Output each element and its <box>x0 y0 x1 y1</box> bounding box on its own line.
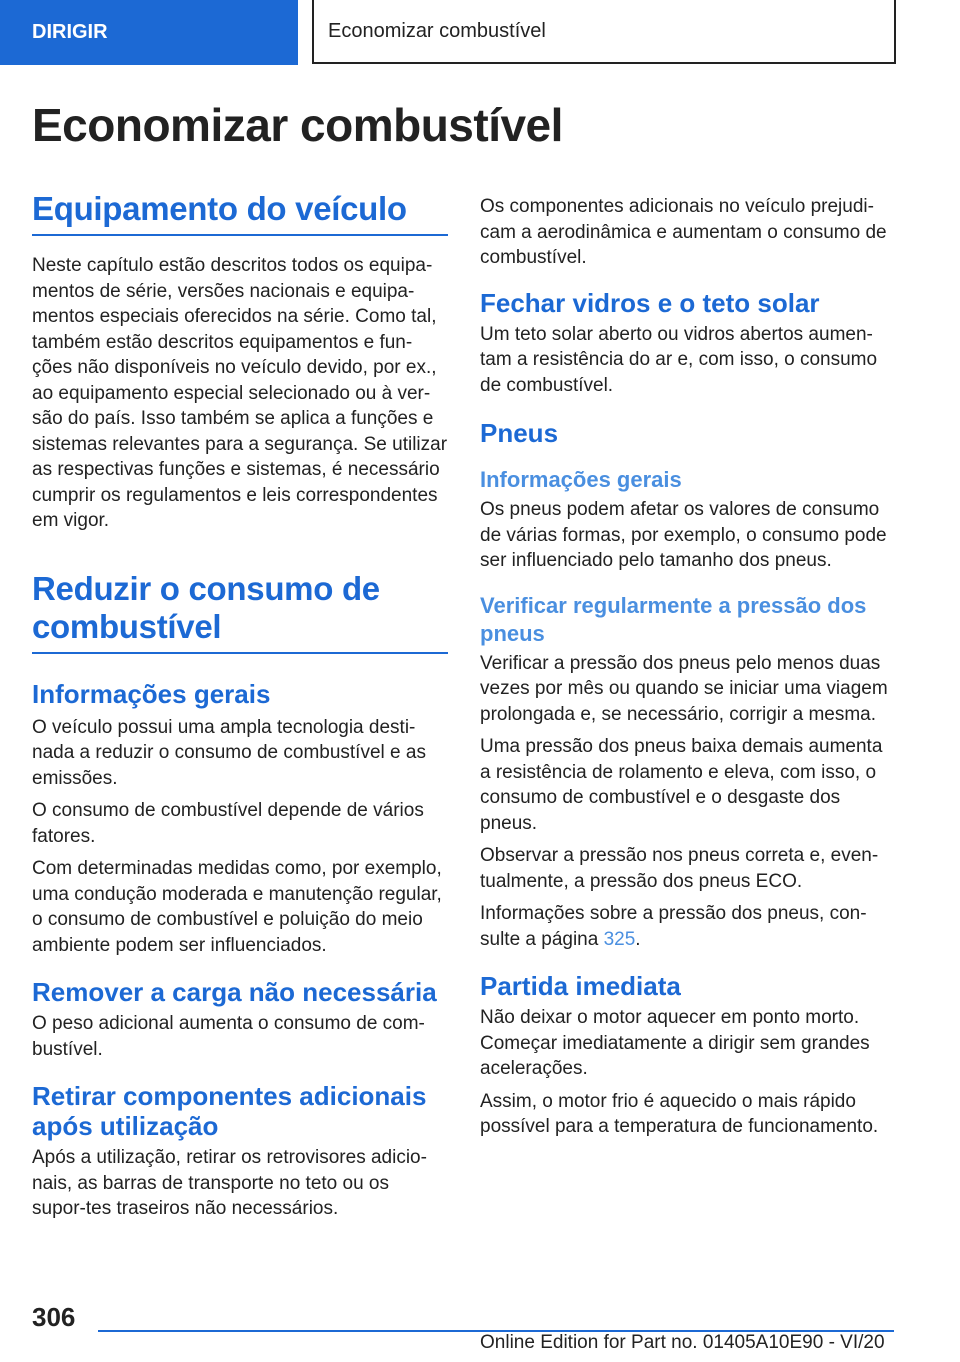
remove-load-text: O peso adicional aumenta o consumo de com-bustível. <box>32 1013 425 1060</box>
page-title: Economizar combustível <box>32 99 563 151</box>
right-column <box>480 194 896 1140</box>
check-pressure-paragraph-1: Verificar a pressão dos pneus pelo menos duas vezes por mês ou quando se iniciar uma viagem prolongada e, se necessário, corrigir a mesma. <box>480 652 888 725</box>
check-pressure-paragraph-3: Observar a pressão nos pneus correta e, even-tualmente, a pressão dos pneus ECO. <box>480 845 879 892</box>
components-intro-text: Os componentes adicionais no veículo prejudi-cam a aerodinâmica e aumentam o consumo de combustível. <box>480 196 887 268</box>
pressure-reference-period: . <box>635 928 641 950</box>
remove-components-text: Após a utilização, retirar os retrovisores adicio-nais, as barras de transporte no teto ou os supor-tes traseiros não necessários. <box>32 1147 427 1219</box>
page-number: 306 <box>32 1302 76 1332</box>
remove-components-heading: Retirar componentes adicionais após utilização <box>32 1081 427 1141</box>
section-label: DIRIGIR <box>32 21 108 43</box>
general-info-paragraph-3: Com determinadas medidas como, por exemplo, uma condução moderada e manutenção regular, o consumo de combustível e poluição do meio ambiente podem ser influenciados. <box>32 858 442 956</box>
chapter-label: Economizar combustível <box>328 19 546 42</box>
close-windows-heading: Fechar vidros e o teto solar <box>480 287 820 318</box>
pressure-reference-text: Informações sobre a pressão dos pneus, con-sulte a página <box>480 903 867 950</box>
immediate-start-paragraph-2: Assim, o motor frio é aquecido o mais rápido possível para a temperatura de funcionamento. <box>480 1090 879 1137</box>
immediate-start-paragraph-1: Não deixar o motor aquecer em ponto morto. Começar imediatamente a dirigir sem grandes acelerações. <box>480 1007 870 1079</box>
general-info-paragraph-1: O veículo possui uma ampla tecnologia desti-nada a reduzir o consumo de combustível e as emissões. <box>32 716 426 789</box>
tires-general-info-text: Os pneus podem afetar os valores de consumo de várias formas, por exemplo, o consumo pode ser influenciado pelo tamanho dos pneus. <box>480 499 887 571</box>
check-pressure-heading: Verificar regularmente a pressão dos pneus <box>480 592 867 646</box>
tires-general-info-heading: Informações gerais <box>480 467 682 492</box>
chapter-header <box>312 0 896 64</box>
check-pressure-paragraph-4 <box>480 901 896 952</box>
close-windows-text: Um teto solar aberto ou vidros abertos aumen-tam a resistência do ar e, com isso, o consumo de combustível. <box>480 323 878 396</box>
general-info-paragraph-2: O consumo de combustível depende de vários fatores. <box>32 800 424 847</box>
section-tab[interactable] <box>0 0 298 65</box>
check-pressure-paragraph-2: Uma pressão dos pneus baixa demais aumenta a resistência de rolamento e eleva, com isso, o consumo de combustível e o desgaste dos pneus. <box>480 736 883 834</box>
equipment-heading: Equipamento do veículo <box>32 190 448 236</box>
page-reference-link[interactable]: 325 <box>603 928 636 950</box>
general-info-heading: Informações gerais <box>32 678 271 709</box>
remove-load-heading: Remover a carga não necessária <box>32 977 437 1007</box>
edition-info: Online Edition for Part no. 01405A10E90 - VI/20 <box>480 1332 885 1353</box>
tires-heading: Pneus <box>480 418 559 448</box>
reduce-consumption-heading: Reduzir o consumo de combustível <box>32 570 448 654</box>
equipment-text: Neste capítulo estão descritos todos os equipa-mentos de série, versões nacionais e equipa-mentos especiais oferecidos na série. Como tal, também estão descritos equipamentos e fun-ções não disponíveis no veículo devido, por ex., ao equipamento especial selecionado ou à ver-são do país. Isso também se aplica a funções e sistemas relevantes para a segurança. Se utilizar as respectivas funções e sistemas, é necessário cumprir os regulamentos e leis correspondentes em vigor. <box>32 255 448 531</box>
immediate-start-heading: Partida imediata <box>480 971 681 1001</box>
left-column <box>32 190 448 1222</box>
